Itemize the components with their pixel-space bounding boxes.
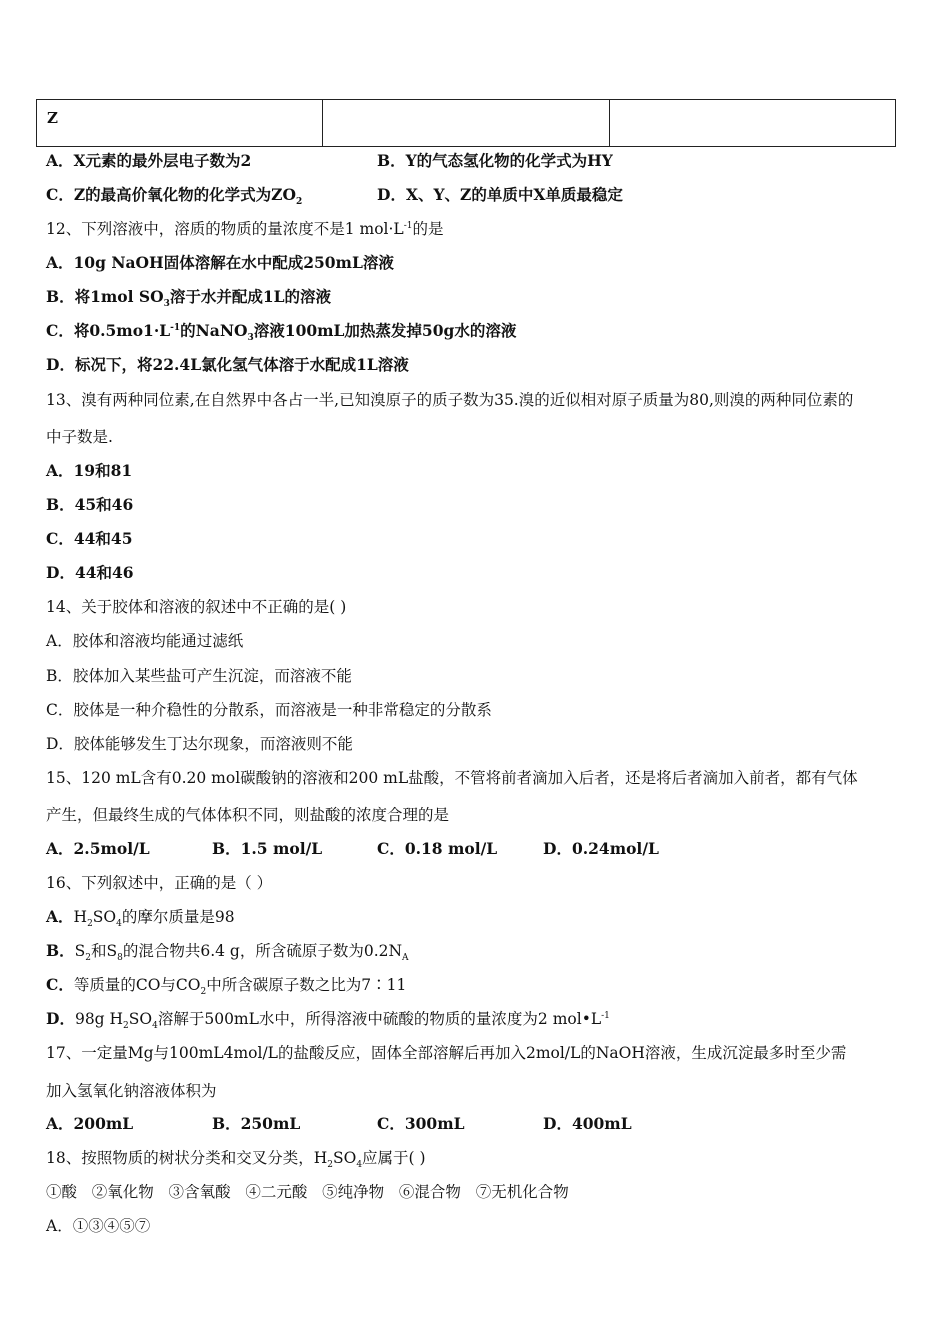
q16-b-post: 的混合物共6.4 g，所含硫原子数为0.2N bbox=[122, 942, 403, 960]
q16-b-sub1: 2 bbox=[85, 953, 91, 964]
q16-a-sub1: 2 bbox=[87, 919, 93, 930]
q14-option-a: A．胶体和溶液均能通过滤纸 bbox=[46, 632, 244, 650]
q12-b-pre: B．将1mol SO bbox=[46, 287, 164, 306]
q16-d-post: 溶解于500mL水中，所得溶液中硫酸的物质的量浓度为2 mol•L bbox=[157, 1010, 602, 1028]
q15-stem-line1: 15、120 mL含有0.20 mol碳酸钠的溶液和200 mL盐酸，不管将前者滴加入后者，还是将后者滴加入前者，都有气体 bbox=[46, 769, 858, 787]
q13-option-d: D．44和46 bbox=[46, 563, 134, 582]
q16-a-post: 的摩尔质量是98 bbox=[121, 908, 235, 926]
q12-c-mid: 的NaNO bbox=[180, 321, 248, 340]
q16-option-c bbox=[46, 975, 407, 998]
q12-stem-pre: 12、下列溶液中，溶质的物质的量浓度不是1 mol·L bbox=[46, 220, 404, 238]
q12-option-b bbox=[46, 287, 332, 310]
q16-a-label: A． bbox=[46, 907, 74, 926]
q16-c-pre: 等质量的CO与CO bbox=[73, 976, 201, 994]
q16-d-label: D． bbox=[46, 1009, 75, 1028]
q14-option-b: B．胶体加入某些盐可产生沉淀，而溶液不能 bbox=[46, 667, 352, 685]
q12-option-c bbox=[46, 321, 517, 344]
answer-table bbox=[36, 99, 896, 147]
q18-options-list: ①酸 ②氧化物 ③含氧酸 ④二元酸 ⑤纯净物 ⑥混合物 ⑦无机化合物 bbox=[46, 1183, 569, 1201]
q16-b-label: B． bbox=[46, 941, 75, 960]
q12-b-post: 溶于水并配成1L的溶液 bbox=[169, 287, 332, 306]
q11-option-b: B．Y的气态氢化物的化学式为HY bbox=[377, 151, 613, 170]
table-cell-label: Z bbox=[37, 100, 323, 147]
q12-option-a: A．10g NaOH固体溶解在水中配成250mL溶液 bbox=[46, 253, 394, 272]
q11-option-a: A．X元素的最外层电子数为2 bbox=[46, 151, 252, 170]
q12-stem-sup: -1 bbox=[403, 220, 413, 231]
q17-stem-line2: 加入氢氧化钠溶液体积为 bbox=[46, 1082, 217, 1100]
q18-stem-post: 应属于( ) bbox=[362, 1149, 426, 1167]
q16-a-sub2: 4 bbox=[116, 919, 122, 930]
q13-option-c: C．44和45 bbox=[46, 529, 133, 548]
q17-option-c: C．300mL bbox=[377, 1114, 465, 1133]
q16-b-pre: S bbox=[74, 942, 86, 960]
q17-stem-line1: 17、一定量Mg与100mL4mol/L的盐酸反应，固体全部溶解后再加入2mol/L的NaOH溶液，生成沉淀最多时至少需 bbox=[46, 1044, 847, 1062]
q12-stem bbox=[46, 219, 444, 239]
q16-b-mid: 和S bbox=[90, 942, 118, 960]
q11-c-sub: 2 bbox=[295, 197, 303, 208]
q14-option-d: D．胶体能够发生丁达尔现象，而溶液则不能 bbox=[46, 735, 353, 753]
q17-option-d: D．400mL bbox=[543, 1114, 632, 1133]
q17-option-b: B．250mL bbox=[212, 1114, 301, 1133]
q18-option-a: A．①③④⑤⑦ bbox=[46, 1217, 151, 1235]
q12-option-d: D．标况下，将22.4L氯化氢气体溶于水配成1L溶液 bbox=[46, 355, 409, 374]
q12-b-sub: 3 bbox=[163, 299, 170, 310]
q16-a-mid: SO bbox=[92, 908, 117, 926]
q12-stem-post: 的是 bbox=[412, 220, 444, 238]
q15-option-a: A．2.5mol/L bbox=[46, 839, 150, 858]
q18-stem-mid: SO bbox=[332, 1149, 357, 1167]
q12-c-pre: C．将0.5mo1·L bbox=[46, 321, 171, 340]
q13-stem-line1: 13、溴有两种同位素,在自然界中各占一半,已知溴原子的质子数为35.溴的近似相对原子质量为80,则溴的两种同位素的 bbox=[46, 391, 854, 409]
q16-b-sub3: A bbox=[402, 953, 409, 964]
q16-stem: 16、下列叙述中，正确的是（ ） bbox=[46, 874, 273, 892]
q12-c-sub: 3 bbox=[247, 333, 254, 344]
q16-a-pre: H bbox=[73, 908, 88, 926]
q13-stem-line2: 中子数是. bbox=[46, 428, 113, 446]
q16-b-sub2: 8 bbox=[117, 953, 123, 964]
q14-option-c: C．胶体是一种介稳性的分散系，而溶液是一种非常稳定的分散系 bbox=[46, 701, 492, 719]
q18-stem-sub1: 2 bbox=[327, 1160, 333, 1171]
q16-d-pre: 98g H bbox=[74, 1010, 124, 1028]
q16-d-mid: SO bbox=[128, 1010, 153, 1028]
q16-option-d bbox=[46, 1009, 610, 1032]
q12-c-post: 溶液100mL加热蒸发掉50g水的溶液 bbox=[253, 321, 517, 340]
q16-option-b bbox=[46, 941, 409, 964]
q16-option-a bbox=[46, 907, 235, 930]
q18-stem bbox=[46, 1148, 426, 1171]
q16-c-label: C． bbox=[46, 975, 74, 994]
q15-stem-line2: 产生，但最终生成的气体体积不同，则盐酸的浓度合理的是 bbox=[46, 806, 450, 824]
table-cell bbox=[323, 100, 609, 147]
q15-option-d: D．0.24mol/L bbox=[543, 839, 659, 858]
q17-option-a: A．200mL bbox=[46, 1114, 134, 1133]
q16-d-sub2: 4 bbox=[152, 1021, 158, 1032]
q16-d-sup: -1 bbox=[601, 1010, 610, 1021]
table-row bbox=[37, 100, 896, 147]
q15-option-b: B．1.5 mol/L bbox=[212, 839, 323, 858]
q13-option-a: A．19和81 bbox=[46, 461, 133, 480]
q13-option-b: B．45和46 bbox=[46, 495, 134, 514]
q15-option-c: C．0.18 mol/L bbox=[377, 839, 498, 858]
q11-option-d: D．X、Y、Z的单质中X单质最稳定 bbox=[377, 185, 623, 204]
q12-c-sup: -1 bbox=[170, 322, 181, 333]
q16-c-post: 中所含碳原子数之比为7∶11 bbox=[206, 976, 407, 994]
q16-d-sub1: 2 bbox=[123, 1021, 129, 1032]
q14-stem: 14、关于胶体和溶液的叙述中不正确的是( ) bbox=[46, 598, 347, 616]
table-cell bbox=[609, 100, 895, 147]
q11-option-c bbox=[46, 185, 303, 208]
q16-c-sub: 2 bbox=[200, 987, 207, 998]
q18-stem-sub2: 4 bbox=[356, 1160, 363, 1171]
q11-c-text: C．Z的最高价氧化物的化学式为ZO bbox=[46, 185, 296, 204]
q18-stem-pre: 18、按照物质的树状分类和交叉分类，H bbox=[46, 1149, 328, 1167]
